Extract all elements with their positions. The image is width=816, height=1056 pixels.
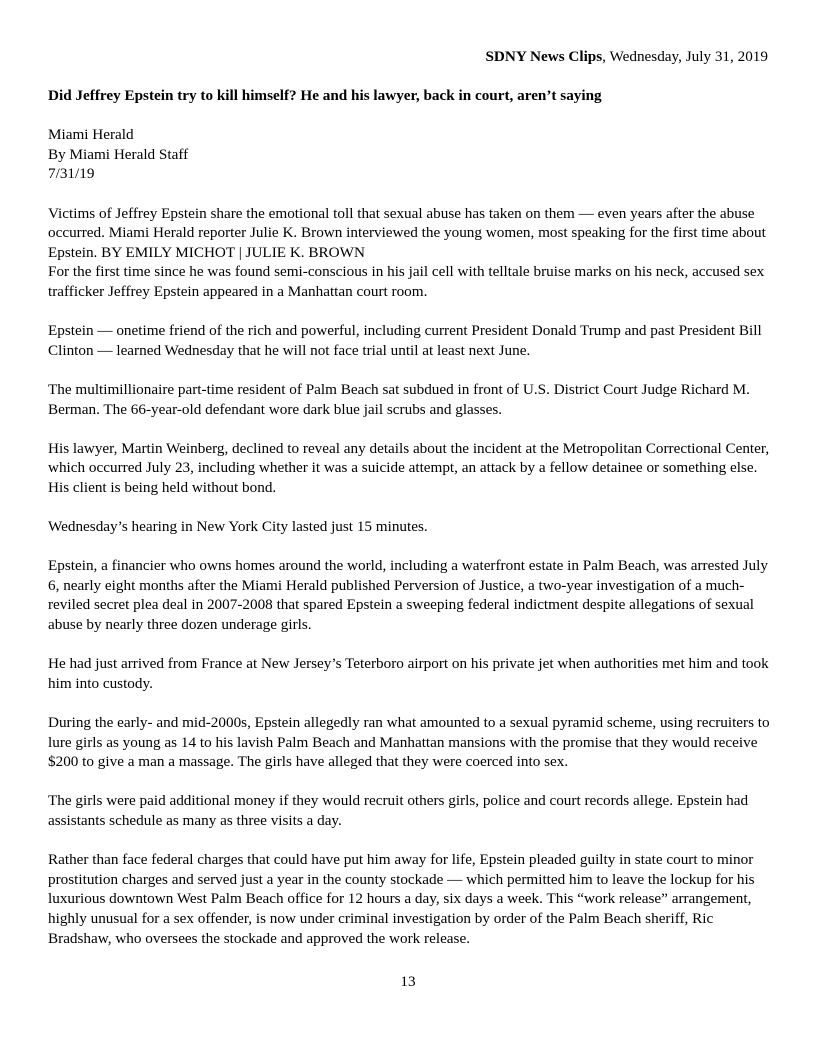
article-date: 7/31/19	[48, 165, 95, 183]
page-header	[485, 47, 768, 67]
article-paragraph: The girls were paid additional money if they would recruit others girls, police and court records allege. Epstein had assistants schedule as many as three visits a day.	[48, 792, 749, 829]
publication-name: SDNY News Clips	[485, 48, 603, 65]
article-paragraph: He had just arrived from France at New Jersey’s Teterboro airport on his private jet when authorities met him and took him into custody.	[48, 655, 769, 692]
article-paragraph: The multimillionaire part-time resident of Palm Beach sat subdued in front of U.S. District Court Judge Richard M. Berman. The 66-year-old defendant wore dark blue jail scrubs and glasses.	[48, 380, 750, 418]
header-date: , Wednesday, July 31, 2019	[602, 48, 768, 65]
article-paragraph: Victims of Jeffrey Epstein share the emotional toll that sexual abuse has taken on them — even years after the abuse occurred. Miami Herald reporter Julie K. Brown interviewed the young women, most speaking for the first time about Epstein. BY EMILY MICHOT | JULIE K. BROWN	[48, 204, 766, 261]
article-paragraph: Wednesday’s hearing in New York City lasted just 15 minutes.	[48, 518, 428, 536]
article-paragraph: Epstein, a financier who owns homes around the world, including a waterfront estate in Palm Beach, was arrested July 6, nearly eight months after the Miami Herald published Perversion of Justice, a two-year investigation of a much-reviled secret plea deal in 2007-2008 that spared Epstein a sweeping federal indictment despite allegations of sexual abuse by nearly three dozen underage girls.	[48, 557, 768, 634]
article-source: Miami Herald	[48, 126, 134, 144]
article-headline: Did Jeffrey Epstein try to kill himself? He and his lawyer, back in court, aren’t saying	[48, 87, 602, 104]
article-paragraph: His lawyer, Martin Weinberg, declined to reveal any details about the incident at the Metropolitan Correctional Center, which occurred July 23, including whether it was a suicide attempt, an attack by a fellow detainee or something else. His client is being held without bond.	[48, 439, 770, 496]
article-byline: By Miami Herald Staff	[48, 145, 189, 163]
article-paragraph: Epstein — onetime friend of the rich and powerful, including current President Donald Trump and past President Bill Clinton — learned Wednesday that he will not face trial until at least next June.	[48, 322, 762, 359]
article-meta	[48, 125, 770, 184]
article-paragraph: During the early- and mid-2000s, Epstein allegedly ran what amounted to a sexual pyramid scheme, using recruiters to lure girls as young as 14 to his lavish Palm Beach and Manhattan mansions with the promise that they would receive $200 to give a man a massage. The girls have alleged that they were coerced into sex.	[48, 714, 770, 771]
page-number: 13	[400, 973, 416, 990]
article-paragraph: For the first time since he was found semi-conscious in his jail cell with telltale bruise marks on his neck, accused sex trafficker Jeffrey Epstein appeared in a Manhattan court room.	[48, 263, 765, 300]
article	[48, 86, 770, 968]
article-paragraph: Rather than face federal charges that could have put him away for life, Epstein pleaded guilty in state court to minor prostitution charges and served just a year in the county stockade — which permitted him to leave the lockup for his luxurious downtown West Palm Beach office for 12 hours a day, six days a week. This “work release” arrangement, highly unusual for a sex offender, is now under criminal investigation by order of the Palm Beach sheriff, Ric Bradshaw, who oversees the stockade and approved the work release.	[48, 851, 755, 947]
